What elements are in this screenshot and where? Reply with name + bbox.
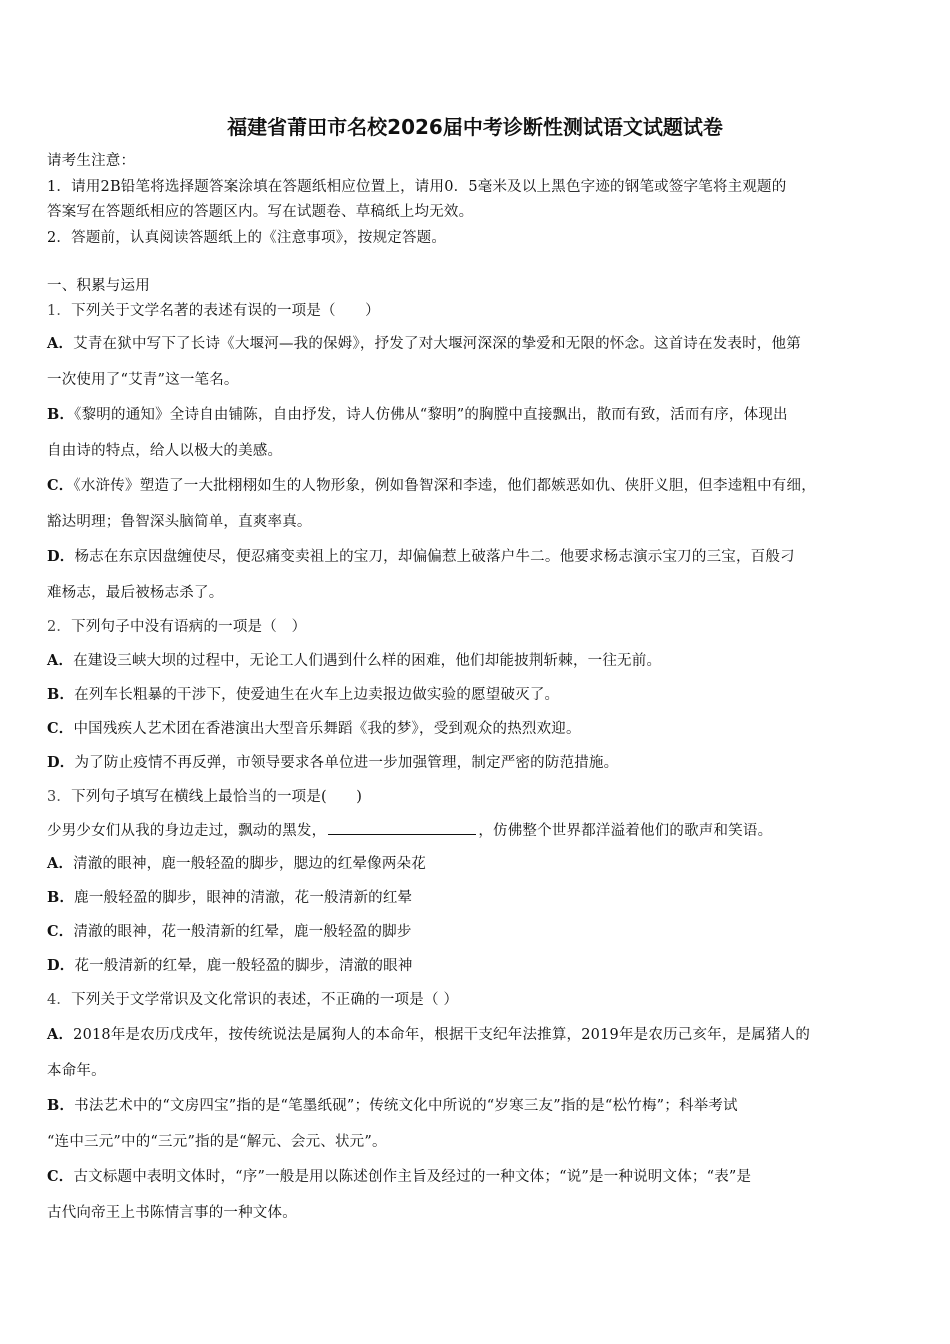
option-line [47,547,920,567]
option-line: 难杨志，最后被杨志杀了。 [47,585,224,601]
option-text: 在建设三峡大坝的过程中，无论工人们遇到什么样的困难，他们却能披荆斩棘，一往无前。 [73,653,662,669]
option-text: 古文标题中表明文体时，“序”一般是用以陈述创作主旨及经过的一种文体；“说”是一种说明文体；“表”是 [73,1169,752,1185]
option-text: 为了防止疫情不再反弹，市领导要求各单位进一步加强管理，制定严密的防范措施。 [74,755,619,771]
notice-item: 2．答题前，认真阅读答题纸上的《注意事项》，按规定答题。 [47,230,447,246]
option-text: 杨志在东京因盘缠使尽，便忍痛变卖祖上的宝刀，却偏偏惹上破落户牛二。他要求杨志演示宝刀的三宝，百般刁 [74,549,795,565]
sentence-before: 少男少女们从我的身边走过，飘动的黑发， [47,823,327,839]
question-number: 4． [47,992,72,1008]
option-letter: D． [47,754,75,771]
question-stem [47,301,920,321]
option-letter: A． [47,855,74,872]
fill-blank-sentence [47,820,920,841]
option-text: 清澈的眼神，鹿一般轻盈的脚步，腮边的红晕像两朵花 [73,856,426,872]
option-line [47,405,920,425]
option-letter: A． [47,652,74,669]
option-line [47,685,920,705]
option-text: 艾青在狱中写下了长诗《大堰河—我的保姆》，抒发了对大堰河深深的挚爱和无限的怀念。这首诗在发表时，他第 [73,336,801,352]
option-line: 古代向帝王上书陈情言事的一种文体。 [47,1205,297,1221]
option-letter: A． [47,1026,74,1043]
notice-heading: 请考生注意： [47,153,136,169]
sentence-after: ，仿佛整个世界都洋溢着他们的歌声和笑语。 [478,823,773,839]
option-text: 《黎明的通知》全诗自由铺陈，自由抒发，诗人仿佛从“黎明”的胸膛中直接飘出，散而有致，活而有序，体现出 [74,407,788,423]
option-line [47,956,920,976]
answer-blank [328,820,476,835]
option-line [47,753,920,773]
option-text: 清澈的眼神，花一般清新的红晕，鹿一般轻盈的脚步 [73,924,412,940]
question-text: 下列关于文学名著的表述有误的一项是（ ） [71,303,380,319]
option-letter: D． [47,957,75,974]
option-line: 本命年。 [47,1063,106,1079]
option-letter: A． [47,335,74,352]
option-letter: B． [47,406,75,423]
option-line [47,651,920,671]
question-number: 3． [47,789,72,805]
question-stem [47,990,920,1010]
question-text: 下列句子填写在横线上最恰当的一项是( ) [71,789,363,805]
option-line: 自由诗的特点，给人以极大的美感。 [47,443,283,459]
option-text: 《水浒传》塑造了一大批栩栩如生的人物形象，例如鲁智深和李逵，他们都嫉恶如仇、侠肝义胆，但李逵粗中有细， [73,478,816,494]
question-number: 1． [47,303,72,319]
question-text: 下列关于文学常识及文化常识的表述，不正确的一项是（ ） [71,992,459,1008]
option-line [47,1096,920,1116]
option-letter: C． [47,477,74,494]
option-text: 花一般清新的红晕，鹿一般轻盈的脚步，清澈的眼神 [74,958,413,974]
option-line [47,922,920,942]
question-number: 2． [47,619,72,635]
option-line [47,719,920,739]
option-letter: B． [47,686,75,703]
option-letter: B． [47,1097,75,1114]
page-title: 福建省莆田市名校2026届中考诊断性测试语文试题试卷 [227,115,723,139]
option-line [47,1025,920,1045]
option-text: 2018年是农历戊戌年，按传统说法是属狗人的本命年，根据干支纪年法推算，2019年是农历己亥年，是属猪人的 [73,1027,811,1043]
option-text: 中国残疾人艺术团在香港演出大型音乐舞蹈《我的梦》，受到观众的热烈欢迎。 [73,721,581,737]
question-stem [47,787,920,807]
option-text: 书法艺术中的“文房四宝”指的是“笔墨纸砚”；传统文化中所说的“岁寒三友”指的是“松竹梅”；科举考试 [74,1098,738,1114]
option-letter: C． [47,720,74,737]
option-line: 豁达明理；鲁智深头脑简单，直爽率真。 [47,514,312,530]
option-line [47,334,920,354]
option-letter: B． [47,889,75,906]
option-line: 一次使用了“艾青”这一笔名。 [47,372,239,388]
option-letter: C． [47,1168,74,1185]
section-heading: 一、积累与运用 [47,278,150,294]
option-line [47,854,920,874]
option-line: “连中三元”中的“三元”指的是“解元、会元、状元”。 [47,1134,387,1150]
option-letter: D． [47,548,75,565]
option-text: 在列车长粗暴的干涉下，使爱迪生在火车上边卖报边做实验的愿望破灭了。 [74,687,560,703]
question-text: 下列句子中没有语病的一项是（ ） [71,619,307,635]
option-text: 鹿一般轻盈的脚步，眼神的清澈，花一般清新的红晕 [74,890,413,906]
option-line [47,476,920,496]
question-stem [47,617,920,637]
option-line [47,1167,920,1187]
option-letter: C． [47,923,74,940]
notice-item: 1．请用2B铅笔将选择题答案涂填在答题纸相应位置上，请用0．5毫米及以上黑色字迹的钢笔或签字笔将主观题的 [47,179,787,195]
option-line [47,888,920,908]
notice-item: 答案写在答题纸相应的答题区内。写在试题卷、草稿纸上均无效。 [47,204,474,220]
